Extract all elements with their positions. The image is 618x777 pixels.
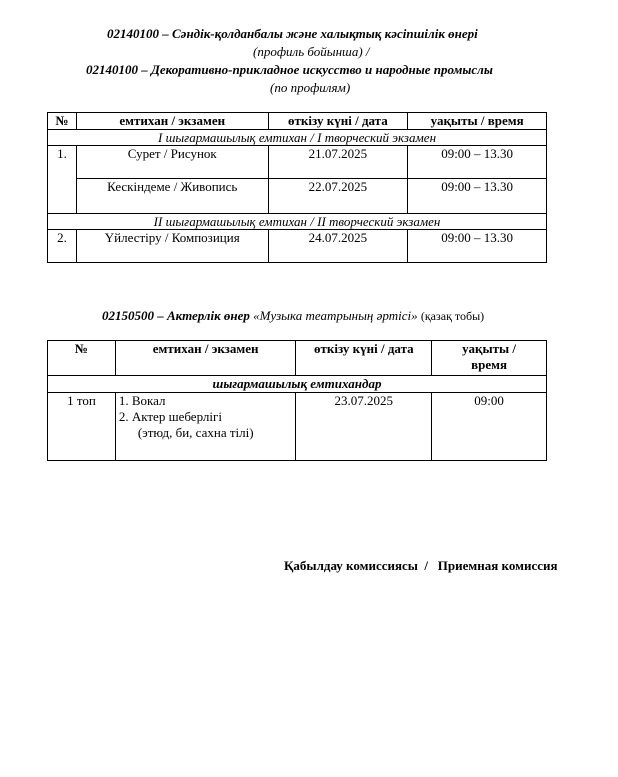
exam-time: 09:00 – 13.30 — [408, 179, 547, 214]
table-header-row — [48, 341, 547, 376]
col-header-number: № — [48, 341, 116, 376]
col-header-date: өткізу күні / дата — [268, 113, 408, 130]
program-code: 02150500 – Актерлік өнер — [102, 308, 250, 323]
col-header-date: өткізу күні / дата — [296, 341, 432, 376]
group-label: (қазақ тобы) — [420, 309, 485, 323]
exam-name: Кескіндеме / Живопись — [76, 179, 268, 214]
exam-time: 09:00 – 13.30 — [408, 146, 547, 179]
table-row — [48, 146, 547, 179]
program-subtitle-kz: (профиль бойынша) / — [253, 44, 370, 59]
col-header-number: № — [48, 113, 77, 130]
exam-schedule-table-1 — [47, 112, 547, 263]
section-row — [48, 376, 547, 393]
row-number: 1. — [48, 146, 77, 214]
exam-name: Сурет / Рисунок — [76, 146, 268, 179]
table-header-row — [48, 113, 547, 130]
exam-date: 21.07.2025 — [268, 146, 408, 179]
exam-date: 22.07.2025 — [268, 179, 408, 214]
program-subtitle-ru: (по профилям) — [270, 80, 351, 95]
table-row — [48, 393, 547, 461]
section-label: шығармашылық емтихандар — [48, 376, 547, 393]
section-label: II шығармашылық емтихан / II творческий экзамен — [48, 214, 547, 230]
col-header-time: уақыты / время — [408, 113, 547, 130]
section-row — [48, 130, 547, 146]
row-number: 2. — [48, 230, 77, 263]
exam-time: 09:00 — [432, 393, 547, 461]
table-row — [48, 179, 547, 214]
exam-time: 09:00 – 13.30 — [408, 230, 547, 263]
exam-list — [115, 393, 296, 461]
section-row — [48, 214, 547, 230]
col-header-exam: емтихан / экзамен — [76, 113, 268, 130]
section-label: I шығармашылық емтихан / I творческий экзамен — [48, 130, 547, 146]
table-row — [48, 230, 547, 263]
exam-item-detail: (этюд, би, сахна тілі) — [137, 425, 254, 440]
program-title-acting — [102, 308, 484, 324]
exam-name: Үйлестіру / Композиция — [76, 230, 268, 263]
signature-commission: Қабылдау комиссиясы / Приемная комиссия — [284, 558, 558, 573]
exam-schedule-table-2 — [47, 340, 547, 461]
exam-item: 2. Актер шеберлігі — [118, 409, 222, 424]
exam-item: 1. Вокал — [118, 393, 166, 408]
col-header-time — [432, 341, 547, 376]
col-header-exam: емтихан / экзамен — [115, 341, 296, 376]
program-title-kz: 02140100 – Сәндік-қолданбалы және халықтық кәсіпшілік өнері — [107, 26, 478, 41]
program-name: «Музыка театрының әртісі» — [253, 308, 418, 323]
col-header-time-ru: время — [471, 357, 508, 372]
exam-date: 24.07.2025 — [268, 230, 408, 263]
program-title-ru: 02140100 – Декоративно-прикладное искусство и народные промыслы — [86, 62, 493, 77]
group-number: 1 топ — [48, 393, 116, 461]
exam-date: 23.07.2025 — [296, 393, 432, 461]
col-header-time-kz: уақыты / — [462, 341, 517, 356]
